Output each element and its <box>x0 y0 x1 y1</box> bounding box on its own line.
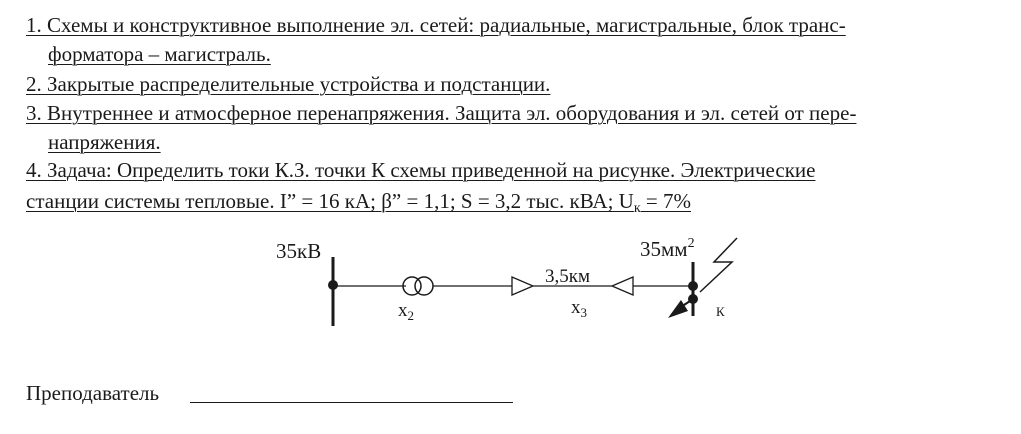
fault-bus-node <box>688 281 698 291</box>
signature-line <box>190 402 513 403</box>
fault-arrow <box>668 300 688 318</box>
question-2: 2. Закрытые распределительные устройства и подстанции. <box>26 72 551 96</box>
question-3-continuation: напряжения. <box>48 130 161 154</box>
u-subscript: к <box>633 201 641 216</box>
line-end-arrow <box>612 277 633 295</box>
teacher-label: Преподаватель <box>26 381 160 405</box>
task-parameters-end: = 7% <box>640 189 691 213</box>
bus-node <box>328 280 338 290</box>
voltage-label: 35кВ <box>276 239 322 263</box>
transformer-reactance: $x_2$ <box>398 300 414 323</box>
question-4: 4. Задача: Определить токи К.З. точки К схемы приведенной на рисунке. Электрические <box>26 158 816 182</box>
line-reactance: $x_3$ <box>571 297 587 320</box>
line-start-arrow <box>512 277 533 295</box>
question-3: 3. Внутреннее и атмосферное перенапряжения. Защита эл. оборудования и эл. сетей от пере- <box>26 101 857 125</box>
cable-section-label: $35мм^2$ <box>640 236 695 261</box>
line-length-label: 3,5км <box>545 266 591 287</box>
short-circuit-symbol <box>700 238 737 292</box>
task-parameters-text: станции системы тепловые. I” = 16 кА; β” = 1,1; S = 3,2 тыс. кВА; U <box>26 189 634 213</box>
fault-point-label: К <box>716 304 725 319</box>
transformer-symbol <box>403 277 433 295</box>
question-1: 1. Схемы и конструктивное выполнение эл. сетей: радиальные, магистральные, блок транс- <box>26 13 846 37</box>
question-1-continuation: форматора – магистраль. <box>48 42 271 66</box>
